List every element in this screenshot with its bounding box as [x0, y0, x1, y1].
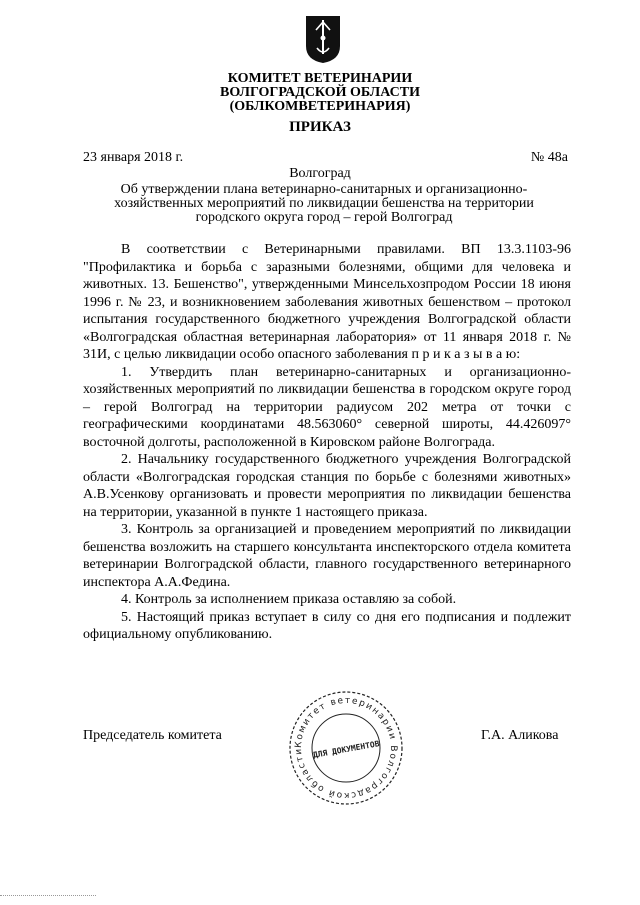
item-5-paragraph: 5. Настоящий приказ вступает в силу со дня его подписания и подлежит официальному опубликованию.	[83, 609, 571, 642]
document-title: ПРИКАЗ	[289, 119, 351, 135]
organization-name-line2: ВОЛГОГРАДСКОЙ ОБЛАСТИ	[220, 85, 420, 100]
item-1-paragraph: 1. Утвердить план ветеринарно-санитарных и организационно-хозяйственных мероприятий по ликвидации бешенства в городском округе город – герой Волгоград на территории радиусом 202 метра от точки с географическими координатами 48.563060° северной широты, 44.426097° восточной долготы, расположенной в Кировском районе Волгограда.	[83, 364, 571, 450]
item-3-paragraph: 3. Контроль за организацией и проведением мероприятий по ликвидации бешенства возложить на старшего консультанта инспекторского отдела комитета ветеринарии Волгоградской области, главного государственного ветеринарного инспектора А.А.Федина.	[83, 522, 571, 590]
item-2-paragraph: 2. Начальнику государственного бюджетного учреждения Волгоградской области «Волгоградская городская станция по борьбе с болезнями животных» А.В.Усенкову организовать и провести мероприятия по ликвидации бешенства на территории, указанной в пункте 1 настоящего приказа.	[83, 452, 571, 520]
document-subject: Об утверждении плана ветеринарно-санитарных и организационно-хозяйственных мероприятий по ликвидации бешенства на территории городского округа город – герой Волгоград	[114, 182, 534, 225]
intro-paragraph: В соответствии с Ветеринарными правилами. ВП 13.3.1103-96 "Профилактика и борьба с заразными болезнями, общими для человека и животных. 13. Бешенство", утвержденными Минсельхозпродом России 18 июня 1996 г. № 23, и возникновением заболевания животных бешенством – протокол испытания государственного бюджетного учреждения Волгоградской области «Волгоградская областная ветеринарная лаборатория» от 11 января 2018 г. № 31И, с целью ликвидации особо опасного заболевания п р и к а з ы в а ю:	[83, 242, 571, 362]
document-city: Волгоград	[289, 166, 351, 181]
document-number: № 48а	[530, 150, 568, 165]
organization-name-line1: КОМИТЕТ ВЕТЕРИНАРИИ	[227, 71, 413, 86]
organization-name-line3: (ОБЛКОМВЕТЕРИНАРИЯ)	[229, 99, 411, 114]
signatory-name: Г.А. Аликова	[481, 728, 559, 743]
svg-text:ДЛЯ ДОКУМЕНТОВ: ДЛЯ ДОКУМЕНТОВ	[312, 739, 381, 760]
svg-text:Комитет ветеринарии Волгоградс: Комитет ветеринарии Волгоградской области	[293, 695, 399, 801]
document-body	[83, 241, 571, 644]
footer-dotted-line	[0, 895, 96, 897]
item-4-paragraph: 4. Контроль за исполнением приказа оставляю за собой.	[121, 592, 457, 607]
signatory-position: Председатель комитета	[83, 728, 222, 743]
document-date: 23 января 2018 г.	[83, 150, 184, 165]
coat-of-arms-icon	[304, 14, 342, 64]
official-stamp	[287, 689, 405, 807]
